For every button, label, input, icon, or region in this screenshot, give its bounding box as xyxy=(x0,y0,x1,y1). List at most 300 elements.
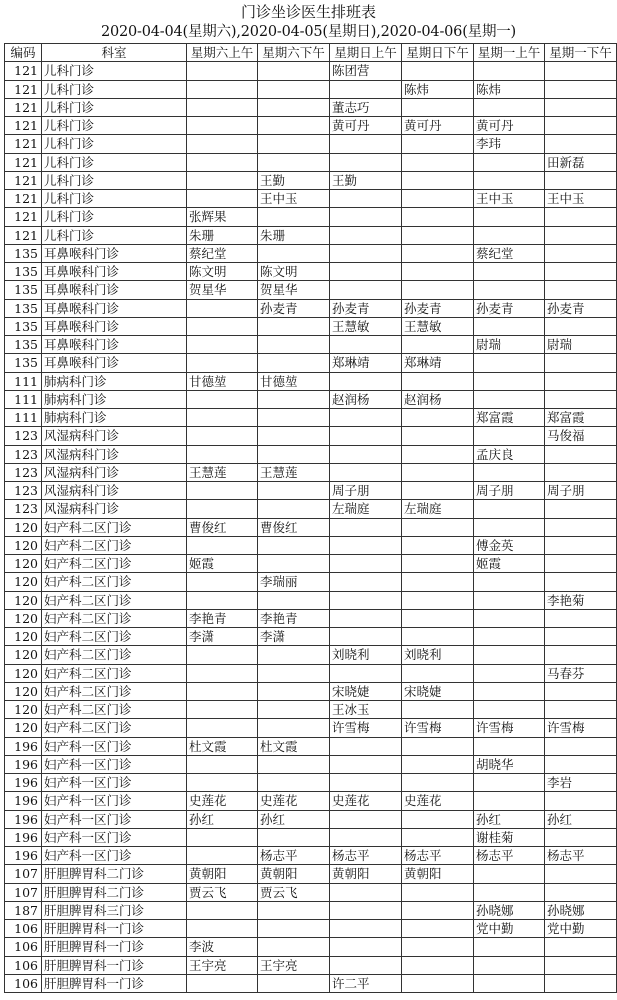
cell-sat-pm xyxy=(258,354,330,372)
cell-mon-am xyxy=(474,591,545,609)
cell-code: 121 xyxy=(5,226,42,244)
cell-department: 耳鼻喉科门诊 xyxy=(42,317,187,335)
cell-mon-pm xyxy=(545,98,617,116)
cell-sun-pm xyxy=(402,190,474,208)
cell-department: 妇产科二区门诊 xyxy=(42,664,187,682)
cell-sat-am: 王慧莲 xyxy=(187,463,258,481)
cell-department: 儿科门诊 xyxy=(42,117,187,135)
cell-code: 196 xyxy=(5,755,42,773)
cell-sun-am xyxy=(330,883,402,901)
cell-sun-am xyxy=(330,244,402,262)
cell-code: 106 xyxy=(5,974,42,992)
cell-sun-pm xyxy=(402,518,474,536)
cell-code: 120 xyxy=(5,628,42,646)
cell-mon-pm: 马春芬 xyxy=(545,664,617,682)
cell-sun-am: 王冰玉 xyxy=(330,701,402,719)
cell-sun-am xyxy=(330,409,402,427)
table-row xyxy=(5,171,617,189)
table-row xyxy=(5,865,617,883)
cell-mon-pm: 李岩 xyxy=(545,774,617,792)
cell-mon-pm xyxy=(545,883,617,901)
cell-sun-pm xyxy=(402,208,474,226)
table-row xyxy=(5,299,617,317)
cell-sat-am xyxy=(187,336,258,354)
cell-sun-am: 黄朝阳 xyxy=(330,865,402,883)
cell-sat-am xyxy=(187,153,258,171)
cell-sat-am xyxy=(187,920,258,938)
cell-sun-am xyxy=(330,956,402,974)
cell-sat-am xyxy=(187,190,258,208)
cell-code: 120 xyxy=(5,555,42,573)
cell-department: 妇产科一区门诊 xyxy=(42,755,187,773)
cell-mon-pm xyxy=(545,500,617,518)
table-row xyxy=(5,336,617,354)
table-row xyxy=(5,317,617,335)
cell-sun-pm xyxy=(402,536,474,554)
cell-sat-am xyxy=(187,536,258,554)
cell-code: 121 xyxy=(5,62,42,80)
cell-mon-am: 孙麦青 xyxy=(474,299,545,317)
cell-code: 196 xyxy=(5,792,42,810)
cell-mon-pm xyxy=(545,938,617,956)
cell-sun-pm: 史莲花 xyxy=(402,792,474,810)
cell-mon-am xyxy=(474,263,545,281)
cell-code: 107 xyxy=(5,865,42,883)
cell-code: 121 xyxy=(5,98,42,116)
cell-sat-am xyxy=(187,682,258,700)
cell-sun-pm xyxy=(402,828,474,846)
header-sun-pm: 星期日下午 xyxy=(402,44,474,62)
header-mon-am: 星期一上午 xyxy=(474,44,545,62)
cell-sun-pm xyxy=(402,591,474,609)
cell-mon-pm xyxy=(545,609,617,627)
cell-department: 儿科门诊 xyxy=(42,80,187,98)
cell-mon-am xyxy=(474,865,545,883)
cell-sat-am xyxy=(187,500,258,518)
cell-department: 儿科门诊 xyxy=(42,98,187,116)
cell-mon-pm xyxy=(545,171,617,189)
cell-sat-pm xyxy=(258,901,330,919)
cell-code: 121 xyxy=(5,190,42,208)
cell-sat-pm xyxy=(258,445,330,463)
cell-sat-pm: 贺星华 xyxy=(258,281,330,299)
cell-code: 135 xyxy=(5,281,42,299)
cell-sat-pm xyxy=(258,427,330,445)
cell-mon-am: 胡晓华 xyxy=(474,755,545,773)
cell-sat-am xyxy=(187,646,258,664)
cell-sun-pm: 许雪梅 xyxy=(402,719,474,737)
cell-mon-am xyxy=(474,682,545,700)
cell-department: 妇产科二区门诊 xyxy=(42,573,187,591)
cell-sat-pm: 王宇亮 xyxy=(258,956,330,974)
cell-sat-am xyxy=(187,591,258,609)
cell-department: 肺病科门诊 xyxy=(42,409,187,427)
cell-department: 妇产科一区门诊 xyxy=(42,737,187,755)
table-row xyxy=(5,190,617,208)
cell-sat-pm xyxy=(258,153,330,171)
cell-department: 肝胆脾胃科二门诊 xyxy=(42,865,187,883)
cell-mon-am xyxy=(474,938,545,956)
cell-sun-am xyxy=(330,774,402,792)
cell-sun-pm xyxy=(402,409,474,427)
cell-sat-am: 贺星华 xyxy=(187,281,258,299)
cell-sun-pm xyxy=(402,774,474,792)
cell-sun-pm xyxy=(402,281,474,299)
cell-mon-pm xyxy=(545,628,617,646)
cell-sat-pm xyxy=(258,774,330,792)
cell-sun-pm xyxy=(402,755,474,773)
schedule-table xyxy=(4,43,617,993)
cell-sun-am xyxy=(330,372,402,390)
cell-sun-am xyxy=(330,609,402,627)
cell-mon-am: 谢桂菊 xyxy=(474,828,545,846)
table-row xyxy=(5,80,617,98)
cell-sat-pm xyxy=(258,482,330,500)
cell-mon-pm xyxy=(545,646,617,664)
cell-mon-pm xyxy=(545,755,617,773)
cell-sun-am xyxy=(330,828,402,846)
cell-department: 妇产科一区门诊 xyxy=(42,810,187,828)
cell-sat-pm xyxy=(258,555,330,573)
cell-sat-pm: 王中玉 xyxy=(258,190,330,208)
cell-sun-am: 许二平 xyxy=(330,974,402,992)
table-row xyxy=(5,208,617,226)
cell-sun-pm xyxy=(402,737,474,755)
cell-sat-pm xyxy=(258,98,330,116)
cell-sun-am: 左瑞庭 xyxy=(330,500,402,518)
cell-department: 儿科门诊 xyxy=(42,171,187,189)
cell-sun-am xyxy=(330,901,402,919)
cell-code: 121 xyxy=(5,135,42,153)
cell-sat-am xyxy=(187,135,258,153)
cell-sat-pm xyxy=(258,80,330,98)
cell-code: 135 xyxy=(5,354,42,372)
table-row xyxy=(5,390,617,408)
table-row xyxy=(5,664,617,682)
cell-mon-pm xyxy=(545,701,617,719)
cell-sat-pm xyxy=(258,135,330,153)
cell-code: 196 xyxy=(5,828,42,846)
cell-mon-pm xyxy=(545,865,617,883)
cell-code: 121 xyxy=(5,117,42,135)
cell-sun-pm: 宋晓婕 xyxy=(402,682,474,700)
cell-sat-pm: 陈文明 xyxy=(258,263,330,281)
cell-sun-pm: 黄朝阳 xyxy=(402,865,474,883)
cell-sat-pm xyxy=(258,920,330,938)
cell-sat-am: 曹俊红 xyxy=(187,518,258,536)
cell-sun-pm: 郑琳靖 xyxy=(402,354,474,372)
cell-sun-pm xyxy=(402,135,474,153)
cell-mon-am xyxy=(474,737,545,755)
cell-mon-am xyxy=(474,390,545,408)
cell-code: 106 xyxy=(5,956,42,974)
table-row xyxy=(5,281,617,299)
cell-sat-pm xyxy=(258,117,330,135)
header-sun-am: 星期日上午 xyxy=(330,44,402,62)
cell-sat-am: 姬霞 xyxy=(187,555,258,573)
cell-sun-pm xyxy=(402,938,474,956)
cell-mon-pm xyxy=(545,354,617,372)
cell-mon-am: 黄可丹 xyxy=(474,117,545,135)
cell-department: 儿科门诊 xyxy=(42,226,187,244)
header-department: 科室 xyxy=(42,44,187,62)
cell-sun-am: 宋晓婕 xyxy=(330,682,402,700)
cell-sun-am: 刘晓利 xyxy=(330,646,402,664)
cell-department: 妇产科二区门诊 xyxy=(42,518,187,536)
cell-mon-pm: 党中勤 xyxy=(545,920,617,938)
cell-mon-pm xyxy=(545,208,617,226)
cell-mon-am xyxy=(474,609,545,627)
cell-mon-pm xyxy=(545,737,617,755)
cell-sun-pm: 赵润杨 xyxy=(402,390,474,408)
table-row xyxy=(5,792,617,810)
cell-mon-am: 周子朋 xyxy=(474,482,545,500)
cell-sun-am xyxy=(330,336,402,354)
cell-mon-am: 党中勤 xyxy=(474,920,545,938)
cell-code: 123 xyxy=(5,445,42,463)
table-row xyxy=(5,117,617,135)
cell-department: 妇产科一区门诊 xyxy=(42,847,187,865)
cell-sat-pm: 史莲花 xyxy=(258,792,330,810)
table-row xyxy=(5,956,617,974)
cell-sat-pm: 甘德堃 xyxy=(258,372,330,390)
cell-mon-am xyxy=(474,792,545,810)
cell-sun-pm xyxy=(402,445,474,463)
cell-sun-pm: 刘晓利 xyxy=(402,646,474,664)
cell-sun-pm xyxy=(402,810,474,828)
cell-sat-am: 黄朝阳 xyxy=(187,865,258,883)
cell-sat-am xyxy=(187,98,258,116)
cell-department: 肝胆脾胃科一门诊 xyxy=(42,956,187,974)
cell-sun-am xyxy=(330,80,402,98)
cell-sun-pm xyxy=(402,901,474,919)
table-row xyxy=(5,883,617,901)
cell-department: 妇产科二区门诊 xyxy=(42,628,187,646)
cell-sat-pm xyxy=(258,208,330,226)
cell-mon-am: 孙红 xyxy=(474,810,545,828)
cell-department: 妇产科一区门诊 xyxy=(42,792,187,810)
table-row xyxy=(5,646,617,664)
table-row xyxy=(5,62,617,80)
cell-department: 耳鼻喉科门诊 xyxy=(42,354,187,372)
cell-code: 120 xyxy=(5,609,42,627)
cell-sun-am xyxy=(330,920,402,938)
cell-department: 儿科门诊 xyxy=(42,208,187,226)
cell-sat-pm: 杨志平 xyxy=(258,847,330,865)
cell-department: 妇产科二区门诊 xyxy=(42,701,187,719)
cell-code: 135 xyxy=(5,336,42,354)
cell-code: 120 xyxy=(5,536,42,554)
cell-sat-am xyxy=(187,573,258,591)
cell-code: 135 xyxy=(5,244,42,262)
cell-department: 风湿病科门诊 xyxy=(42,500,187,518)
cell-sat-am xyxy=(187,117,258,135)
cell-mon-am xyxy=(474,956,545,974)
cell-sat-pm xyxy=(258,500,330,518)
cell-department: 肝胆脾胃科一门诊 xyxy=(42,920,187,938)
table-row xyxy=(5,153,617,171)
cell-department: 风湿病科门诊 xyxy=(42,482,187,500)
cell-mon-am xyxy=(474,62,545,80)
cell-sat-pm xyxy=(258,828,330,846)
cell-mon-pm xyxy=(545,317,617,335)
cell-department: 耳鼻喉科门诊 xyxy=(42,244,187,262)
cell-sat-pm xyxy=(258,755,330,773)
cell-sat-pm: 王勤 xyxy=(258,171,330,189)
cell-mon-am: 孙晓娜 xyxy=(474,901,545,919)
cell-sat-am: 陈文明 xyxy=(187,263,258,281)
cell-sat-pm xyxy=(258,974,330,992)
cell-mon-am: 郑富霞 xyxy=(474,409,545,427)
cell-sun-am xyxy=(330,263,402,281)
schedule-body xyxy=(5,62,617,993)
cell-mon-pm xyxy=(545,281,617,299)
cell-code: 121 xyxy=(5,208,42,226)
table-row xyxy=(5,938,617,956)
cell-sun-pm: 王慧敏 xyxy=(402,317,474,335)
cell-sat-am xyxy=(187,719,258,737)
cell-sat-pm xyxy=(258,701,330,719)
header-sat-am: 星期六上午 xyxy=(187,44,258,62)
table-row xyxy=(5,555,617,573)
table-row xyxy=(5,354,617,372)
cell-department: 儿科门诊 xyxy=(42,135,187,153)
cell-code: 120 xyxy=(5,719,42,737)
cell-mon-am xyxy=(474,98,545,116)
table-row xyxy=(5,974,617,992)
cell-department: 肺病科门诊 xyxy=(42,372,187,390)
cell-mon-pm: 周子朋 xyxy=(545,482,617,500)
cell-mon-pm xyxy=(545,80,617,98)
cell-department: 儿科门诊 xyxy=(42,153,187,171)
cell-mon-pm xyxy=(545,117,617,135)
cell-sat-am: 贾云飞 xyxy=(187,883,258,901)
cell-sun-pm xyxy=(402,98,474,116)
cell-sun-am xyxy=(330,281,402,299)
cell-mon-pm xyxy=(545,135,617,153)
cell-mon-am: 孟庆良 xyxy=(474,445,545,463)
cell-code: 121 xyxy=(5,80,42,98)
table-row xyxy=(5,518,617,536)
cell-mon-pm xyxy=(545,62,617,80)
cell-mon-pm: 孙红 xyxy=(545,810,617,828)
cell-code: 123 xyxy=(5,463,42,481)
cell-sat-pm xyxy=(258,317,330,335)
cell-mon-pm: 王中玉 xyxy=(545,190,617,208)
cell-mon-am xyxy=(474,208,545,226)
cell-mon-am: 王中玉 xyxy=(474,190,545,208)
cell-sat-pm xyxy=(258,390,330,408)
cell-sun-pm: 陈炜 xyxy=(402,80,474,98)
cell-department: 妇产科一区门诊 xyxy=(42,774,187,792)
cell-department: 妇产科二区门诊 xyxy=(42,536,187,554)
table-row xyxy=(5,263,617,281)
table-row xyxy=(5,847,617,865)
cell-sun-am: 郑琳靖 xyxy=(330,354,402,372)
cell-department: 儿科门诊 xyxy=(42,62,187,80)
cell-sat-am xyxy=(187,847,258,865)
cell-sun-pm xyxy=(402,701,474,719)
cell-mon-am xyxy=(474,883,545,901)
cell-sun-pm xyxy=(402,244,474,262)
cell-code: 123 xyxy=(5,500,42,518)
table-row xyxy=(5,609,617,627)
cell-department: 妇产科二区门诊 xyxy=(42,682,187,700)
cell-mon-am xyxy=(474,500,545,518)
table-row xyxy=(5,737,617,755)
table-row xyxy=(5,755,617,773)
cell-sun-pm: 孙麦青 xyxy=(402,299,474,317)
cell-sun-am xyxy=(330,445,402,463)
cell-sun-pm xyxy=(402,171,474,189)
cell-code: 120 xyxy=(5,518,42,536)
cell-mon-am xyxy=(474,701,545,719)
table-row xyxy=(5,828,617,846)
cell-mon-am xyxy=(474,427,545,445)
cell-code: 121 xyxy=(5,153,42,171)
cell-code: 123 xyxy=(5,427,42,445)
cell-sat-am: 李艳青 xyxy=(187,609,258,627)
cell-department: 耳鼻喉科门诊 xyxy=(42,299,187,317)
cell-department: 耳鼻喉科门诊 xyxy=(42,336,187,354)
cell-sat-pm: 黄朝阳 xyxy=(258,865,330,883)
cell-sun-pm xyxy=(402,555,474,573)
cell-sun-am xyxy=(330,463,402,481)
header-code: 编码 xyxy=(5,44,42,62)
cell-mon-am xyxy=(474,518,545,536)
cell-sat-pm: 李艳青 xyxy=(258,609,330,627)
table-row xyxy=(5,591,617,609)
cell-sat-am xyxy=(187,828,258,846)
cell-mon-pm xyxy=(545,555,617,573)
table-row xyxy=(5,445,617,463)
cell-sun-am: 杨志平 xyxy=(330,847,402,865)
cell-mon-pm: 杨志平 xyxy=(545,847,617,865)
cell-mon-pm xyxy=(545,263,617,281)
cell-sat-am xyxy=(187,390,258,408)
cell-sat-pm xyxy=(258,62,330,80)
cell-mon-pm: 田新磊 xyxy=(545,153,617,171)
cell-department: 妇产科二区门诊 xyxy=(42,609,187,627)
cell-sat-am: 张辉果 xyxy=(187,208,258,226)
cell-sun-am xyxy=(330,135,402,153)
cell-department: 肺病科门诊 xyxy=(42,390,187,408)
table-row xyxy=(5,774,617,792)
cell-department: 肝胆脾胃科二门诊 xyxy=(42,883,187,901)
cell-sun-am xyxy=(330,555,402,573)
cell-mon-pm xyxy=(545,226,617,244)
cell-code: 111 xyxy=(5,390,42,408)
cell-mon-am xyxy=(474,317,545,335)
cell-sun-am xyxy=(330,591,402,609)
cell-sat-am xyxy=(187,354,258,372)
cell-sun-pm xyxy=(402,573,474,591)
cell-department: 妇产科二区门诊 xyxy=(42,555,187,573)
cell-mon-pm: 尉瑞 xyxy=(545,336,617,354)
cell-department: 风湿病科门诊 xyxy=(42,427,187,445)
cell-sun-pm xyxy=(402,609,474,627)
cell-mon-pm: 孙晓娜 xyxy=(545,901,617,919)
cell-mon-am xyxy=(474,226,545,244)
cell-sat-pm: 曹俊红 xyxy=(258,518,330,536)
cell-sun-am: 孙麦青 xyxy=(330,299,402,317)
cell-sat-am xyxy=(187,482,258,500)
cell-sat-am xyxy=(187,427,258,445)
cell-sun-am xyxy=(330,208,402,226)
cell-sun-am xyxy=(330,427,402,445)
cell-sat-am: 孙红 xyxy=(187,810,258,828)
cell-department: 肝胆脾胃科一门诊 xyxy=(42,938,187,956)
